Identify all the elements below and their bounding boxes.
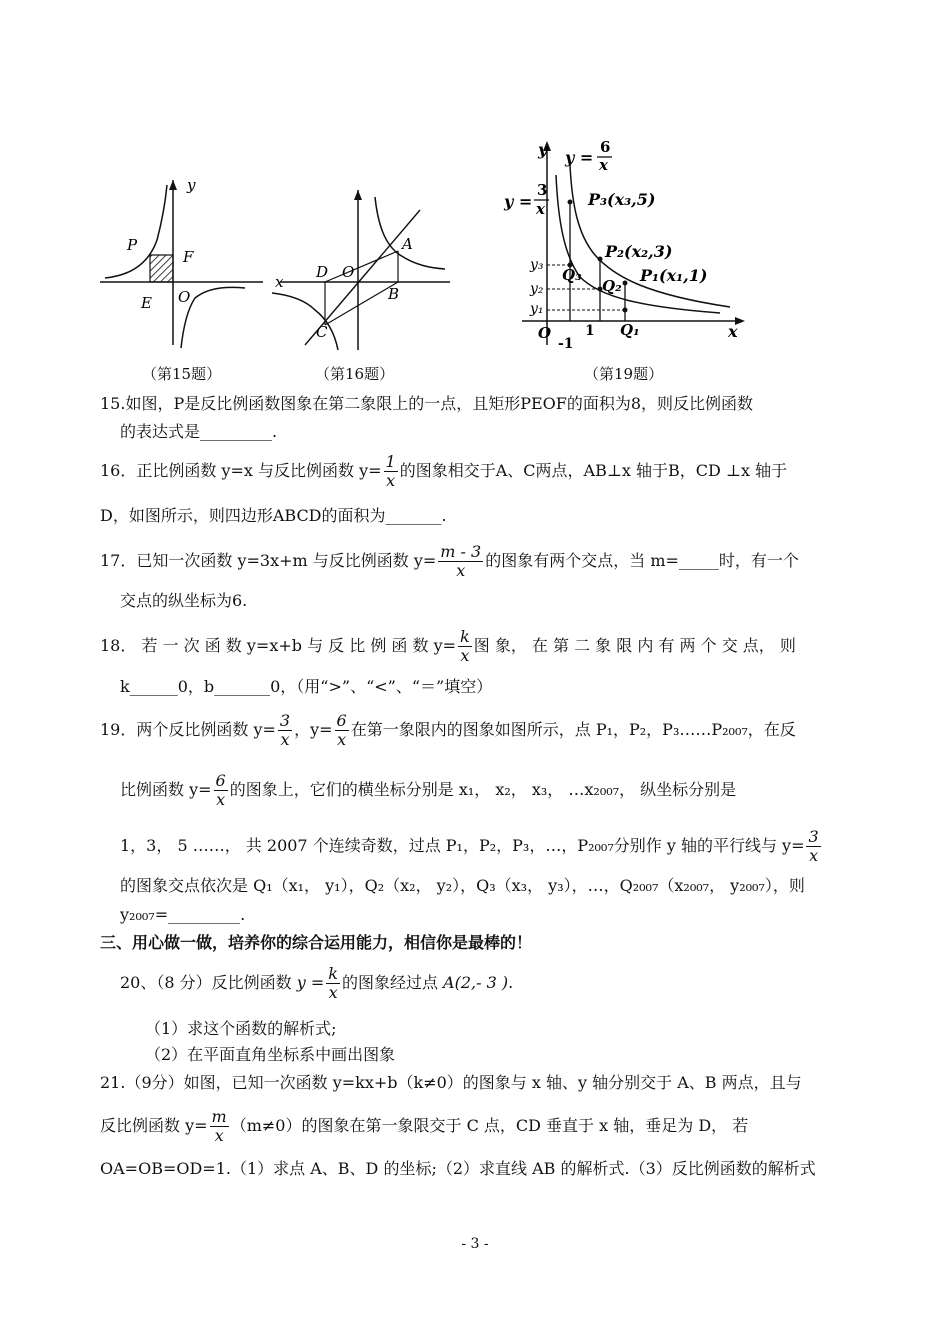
label-origin: O [538, 324, 552, 342]
segment-da [325, 251, 398, 282]
caption-15: （第15题） [142, 365, 222, 383]
label-y2: y₂ [530, 281, 544, 297]
label-y1: y₁ [530, 301, 544, 317]
label-f: F [183, 248, 194, 266]
label-d: D [316, 263, 329, 281]
label-one: 1 [585, 323, 595, 339]
label-y3: y₃ [530, 257, 544, 273]
curve-y-6-over-x [570, 165, 730, 307]
curve6-den: x [599, 156, 608, 174]
q16-line1: 16．正比例函数 y=x 与反比例函数 y= $\frac{1}{x}$ 的图象相交于A、C两点，AB⊥x 轴于B，CD ⊥x 轴于 [100, 452, 788, 490]
label-p3: P₃(x₃,5) [588, 190, 656, 209]
q19-line4: 的图象交点依次是 Q₁（x₁， y₁），Q₂（x₂， y₂），Q₃（x₃， y₃），…，Q₂₀₀₇（x₂₀₀₇， y₂₀₀₇），则 [120, 876, 805, 895]
label-b: B [388, 285, 400, 303]
q17-line2: 交点的纵坐标为6. [120, 591, 248, 610]
q21-line1: 21.（9分）如图，已知一次函数 y=kx+b（k≠0）的图象与 x 轴、y 轴分别交于 A、B 两点，且与 [100, 1073, 802, 1092]
hyperbola-branch-3 [272, 293, 338, 350]
page-number: - 3 - [461, 1236, 489, 1252]
point-p3 [568, 200, 573, 205]
label-p: P [127, 236, 138, 254]
q15-line2: 的表达式是_________. [120, 422, 278, 441]
label-p2: P₂(x₂,3) [605, 242, 673, 261]
label-x: x [275, 273, 284, 291]
q20-sub2: （2）在平面直角坐标系中画出图象 [145, 1045, 396, 1064]
curve3-den: x [536, 200, 545, 218]
q18-line2: k______0，b_______0，（用“>”、“<”、“＝”填空） [120, 677, 493, 696]
label-c: C [316, 323, 328, 341]
curve3-num: 3 [537, 181, 548, 199]
fraction-1-over-x: $\frac{1}{x}$ [385, 452, 396, 490]
q18-line1: 18． 若 一 次 函 数 y=x+b 与 反 比 例 函 数 y= $\frac{k}{x}$ 图 象， 在 第 二 象 限 内 有 两 个 交 点， 则 [100, 627, 796, 665]
label-p1: P₁(x₁,1) [640, 266, 708, 285]
section-3-heading: 三、用心做一做，培养你的综合运用能力，相信你是最棒的！ [100, 933, 533, 952]
q19-line2: 比例函数 y= $\frac{6}{x}$ 的图象上，它们的横坐标分别是 x₁， x₂， x₃， …x₂₀₀₇， 纵坐标分别是 [120, 771, 737, 809]
point-p1 [623, 281, 628, 286]
point-q1 [623, 308, 628, 313]
label-q2: Q₂ [602, 277, 622, 295]
label-e: E [141, 294, 152, 312]
hyperbola-branch-4 [181, 287, 245, 348]
curve6-lhs: y = [565, 148, 594, 167]
q16-line2: D，如图所示，则四边形ABCD的面积为_______. [100, 506, 447, 525]
fraction-k-over-x: $\frac{k}{x}$ [460, 627, 470, 665]
q21-line2: 反比例函数 y= $\frac{m}{x}$ （m≠0）的图象在第一象限交于 C 点，CD 垂直于 x 轴，垂足为 D， 若 [100, 1107, 749, 1145]
figure-19 [500, 135, 755, 350]
label-q1: Q₁ [620, 321, 640, 339]
label-x: x [728, 322, 738, 341]
q19-line3: 1，3， 5 ……， 共 2007 个连续奇数，过点 P₁，P₂，P₃，…，P₂₀₀₇分别作 y 轴的平行线与 y= $\frac{3}{x}$ [120, 827, 819, 865]
caption-19: （第19题） [584, 365, 664, 383]
hyperbola-branch-1 [375, 197, 445, 269]
label-y: y [187, 176, 196, 194]
q20-line1: 20、（8 分）反比例函数 y = $\frac{k}{x}$ 的图象经过点 A(2,- 3 ). [120, 964, 514, 1002]
label-o: O [178, 288, 191, 306]
figure-16 [270, 185, 455, 355]
caption-16: （第16题） [315, 365, 395, 383]
label-q3: Q₃ [562, 266, 582, 284]
label-a: A [402, 235, 413, 253]
figure-15 [95, 170, 265, 350]
label-neg-one: -1 [558, 336, 574, 350]
rectangle-peof [150, 255, 173, 282]
q19-line1: 19．两个反比例函数 y= $\frac{3}{x}$ ，y= $\frac{6}{x}$ 在第一象限内的图象如图所示，点 P₁，P₂，P₃……P₂₀₀₇，在反 [100, 711, 796, 749]
curve3-lhs: y = [504, 192, 533, 211]
q21-line3: OA=OB=OD=1.（1）求点 A、B、D 的坐标;（2）求直线 AB 的解析式.（3）反比例函数的解析式 [100, 1159, 816, 1178]
q17-line1: 17．已知一次函数 y=3x+m 与反比例函数 y= $\frac{m - 3}{x}$ 的图象有两个交点，当 m=_____时，有一个 [100, 542, 799, 580]
label-y: y [538, 140, 548, 159]
q15-line1: 15.如图，P是反比例函数图象在第二象限上的一点，且矩形PEOF的面积为8，则反比例函数 [100, 394, 754, 413]
label-o: O [342, 263, 355, 281]
fraction-m-3-over-x: $\frac{m - 3}{x}$ [440, 542, 482, 580]
q20-sub1: （1）求这个函数的解析式; [145, 1019, 337, 1038]
curve6-num: 6 [600, 138, 611, 156]
point-p2 [598, 257, 603, 262]
q19-line5: y₂₀₀₇=_________. [120, 905, 246, 924]
